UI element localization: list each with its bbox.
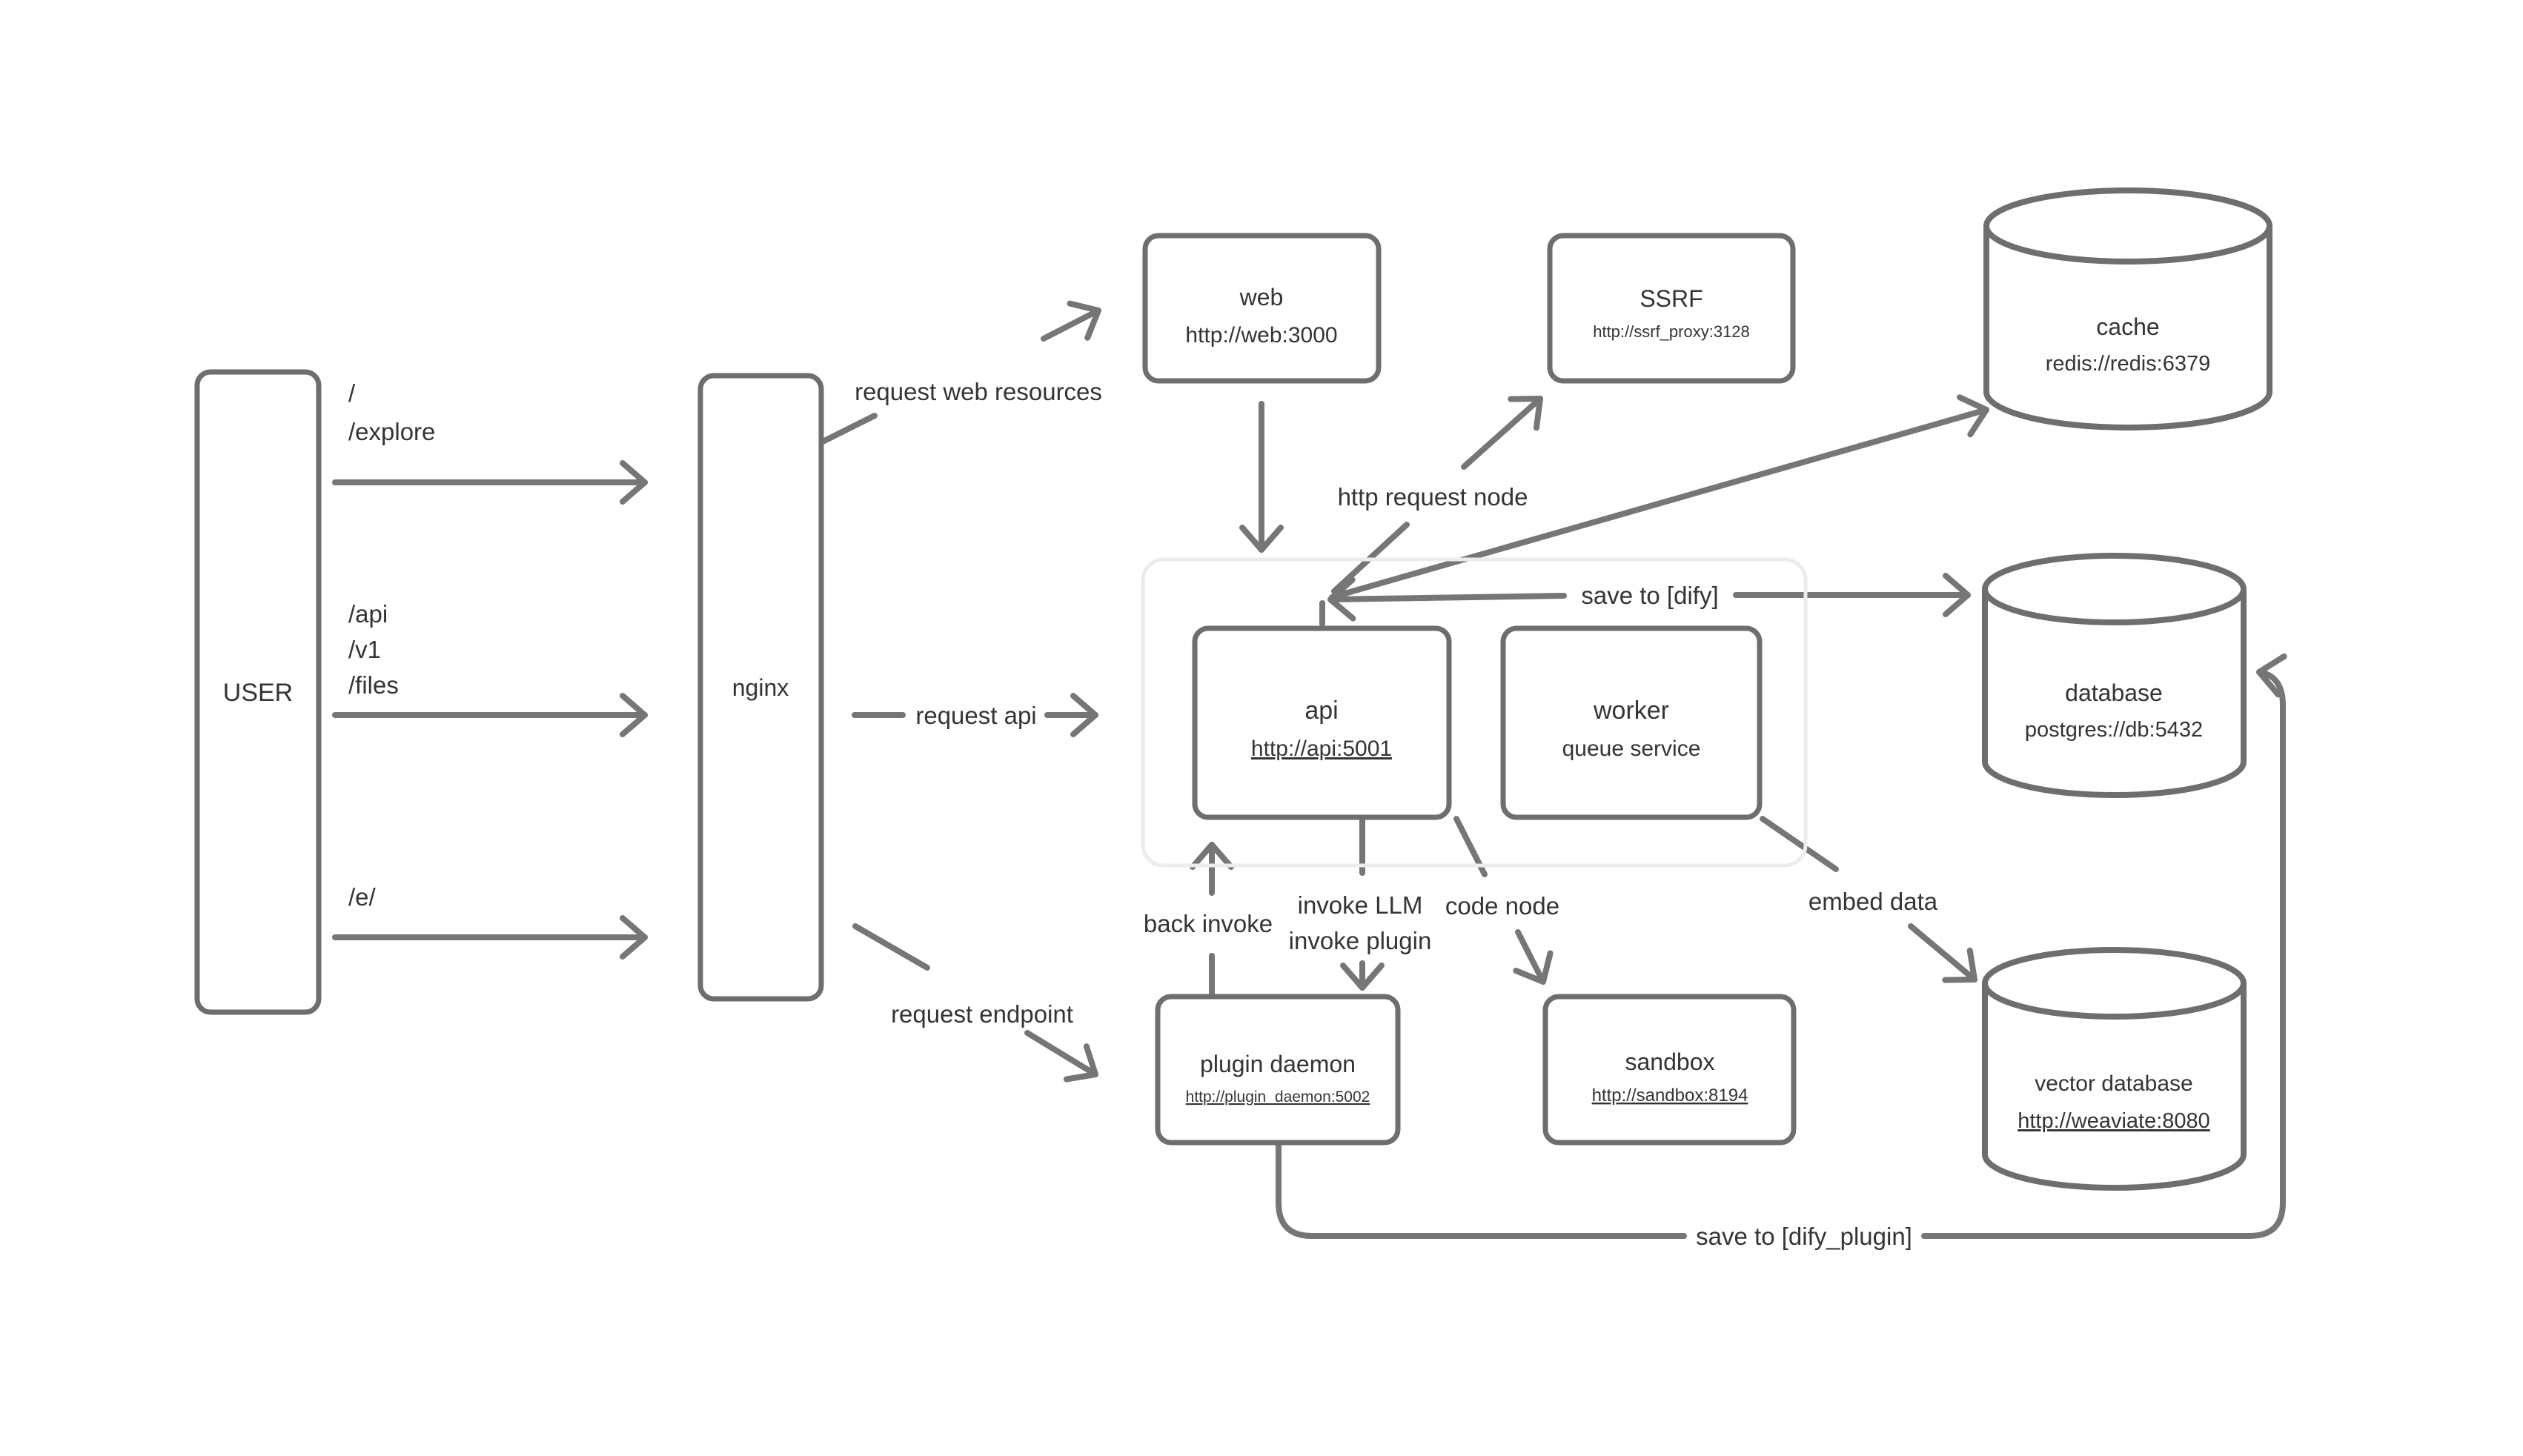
label-embed-data: embed data — [1808, 888, 1938, 915]
node-sandbox-url: http://sandbox:8194 — [1591, 1086, 1748, 1106]
label-http-request-node: http request node — [1337, 483, 1528, 511]
label-back-invoke: back invoke — [1143, 910, 1273, 937]
node-plugin-daemon-url: http://plugin_daemon:5002 — [1185, 1088, 1370, 1106]
label-user-api-path-1: /api — [348, 600, 388, 628]
label-request-web-resources: request web resources — [855, 378, 1102, 405]
node-user-label: USER — [222, 679, 294, 707]
node-database-cylinder — [1985, 556, 2244, 795]
label-save-to-dify: save to [dify] — [1581, 582, 1719, 609]
node-ssrf-label: SSRF — [1640, 285, 1703, 312]
arrow-nginx-to-web-seg2 — [1044, 310, 1098, 339]
arrow-code-node-seg2 — [1518, 932, 1543, 982]
label-user-api-path-2: /v1 — [348, 636, 382, 663]
node-api-url: http://api:5001 — [1250, 737, 1393, 761]
label-code-node: code node — [1445, 892, 1560, 920]
arrow-api-to-ssrf-seg2 — [1464, 399, 1540, 467]
node-vector-database-cylinder — [1985, 950, 2244, 1188]
arrow-request-endpoint-seg2 — [1027, 1033, 1095, 1074]
node-vector-database-url: http://weaviate:8080 — [2018, 1109, 2210, 1133]
label-user-plugin-path: /e/ — [348, 883, 376, 911]
node-sandbox-label: sandbox — [1625, 1048, 1715, 1075]
label-user-api-path-3: /files — [348, 671, 399, 699]
node-database-label: database — [2065, 679, 2163, 706]
cache-cylinder-top — [1986, 190, 2270, 262]
node-cache-cylinder — [1986, 190, 2270, 428]
vector-database-cylinder-top — [1985, 950, 2244, 1017]
arrow-embed-data-seg2 — [1911, 926, 1975, 980]
arrow-save-dify-left — [1330, 596, 1564, 599]
label-invoke-plugin: invoke plugin — [1288, 927, 1432, 954]
node-plugin-daemon-label: plugin daemon — [1200, 1051, 1356, 1077]
node-cache-label: cache — [2096, 313, 2160, 340]
node-worker-sublabel: queue service — [1562, 737, 1701, 761]
label-user-web-path-2: /explore — [348, 418, 436, 445]
nodes-layer — [197, 190, 2270, 1188]
arrow-request-endpoint-seg1 — [855, 926, 927, 968]
node-api-label: api — [1304, 697, 1339, 725]
node-web-url: http://web:3000 — [1185, 323, 1338, 348]
node-ssrf-url: http://ssrf_proxy:3128 — [1593, 322, 1750, 341]
path-save-dify-plugin-left — [1279, 1144, 1684, 1236]
database-cylinder-top — [1985, 556, 2244, 622]
node-nginx-label: nginx — [732, 674, 789, 701]
label-request-endpoint: request endpoint — [891, 1000, 1073, 1028]
node-cache-url: redis://redis:6379 — [2045, 352, 2211, 376]
node-vector-database-label: vector database — [2035, 1071, 2193, 1096]
node-database-url: postgres://db:5432 — [2024, 718, 2204, 742]
label-save-to-dify-plugin: save to [dify_plugin] — [1696, 1223, 1912, 1250]
label-request-api: request api — [915, 702, 1037, 729]
label-invoke-llm: invoke LLM — [1297, 891, 1423, 919]
node-web-label: web — [1239, 284, 1284, 310]
label-user-web-path-1: / — [348, 379, 356, 407]
node-worker-label: worker — [1593, 697, 1670, 725]
